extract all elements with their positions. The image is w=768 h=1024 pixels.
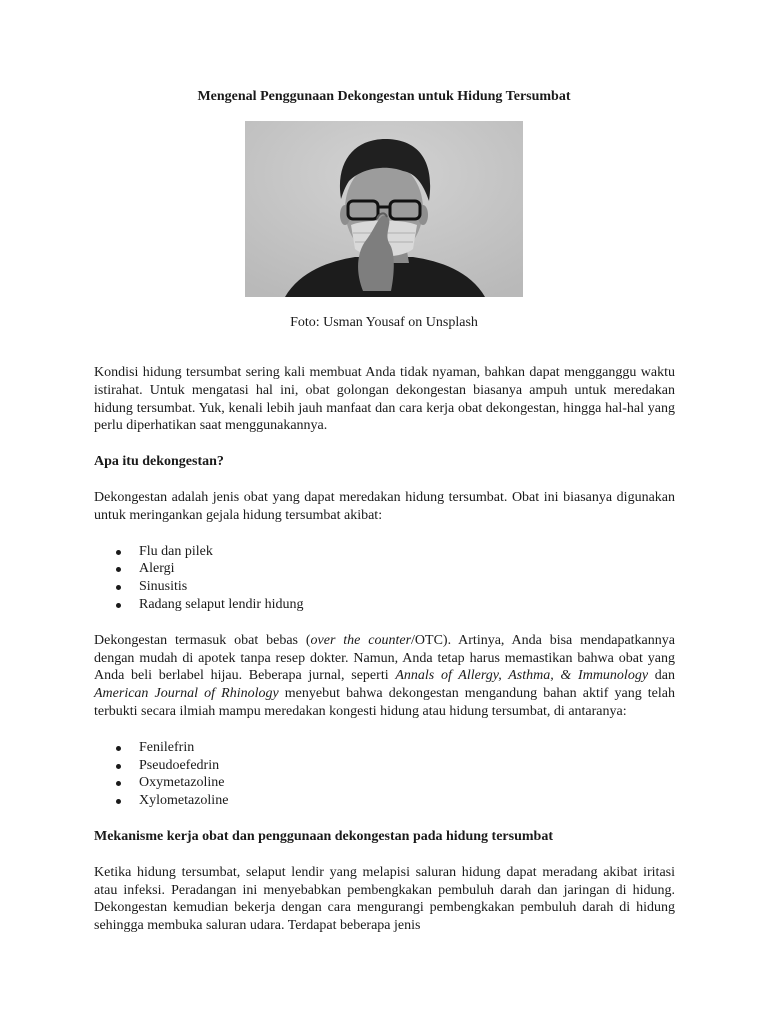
list-item: Flu dan pilek [94, 543, 675, 561]
list-item: Alergi [94, 560, 675, 578]
journal-name-2: American Journal of Rhinology [94, 686, 279, 702]
journal-name-1: Annals of Allergy, Asthma, & Immunology [395, 668, 649, 684]
list-item: Oxymetazoline [94, 774, 675, 792]
article-body [94, 364, 675, 953]
otc-term: over the counter [310, 632, 412, 648]
section-heading-mechanism: Mekanisme kerja obat dan penggunaan dekongestan pada hidung tersumbat [94, 828, 553, 844]
article-title: Mengenal Penggunaan Dekongestan untuk Hidung Tersumbat [197, 89, 571, 104]
ingredients-list [94, 739, 675, 810]
otc-text-2: /OTC). Artinya, Anda bisa mendapatkannya dengan mudah di apotek tanpa resep dokter. Namun, Anda tetap harus memastikan bahwa obat yang Anda beli berlabel hijau. Beberapa jurnal, seperti [94, 632, 675, 684]
list-item: Pseudoefedrin [94, 757, 675, 775]
intro-paragraph: Kondisi hidung tersumbat sering kali membuat Anda tidak nyaman, bahkan dapat mengganggu waktu istirahat. Untuk mengatasi hal ini, obat golongan dekongestan biasanya ampuh untuk meredakan hidung tersumbat. Yuk, kenali lebih jauh manfaat dan cara kerja obat dekongestan, hingga hal-hal yang perlu diperhatikan saat menggunakannya. [94, 365, 675, 434]
mechanism-paragraph: Ketika hidung tersumbat, selaput lendir yang melapisi saluran hidung dapat meradang akibat iritasi atau infeksi. Peradangan ini menyebabkan pembengkakan pembuluh darah dan jaringan di hidung. Dekongestan kemudian bekerja dengan cara mengurangi pembengkakan pembuluh darah di hidung sehingga membuka saluran udara. Terdapat beberapa jenis [94, 864, 675, 934]
otc-text-1: Dekongestan termasuk obat bebas ( [94, 632, 311, 648]
photo-caption: Foto: Usman Yousaf on Unsplash [290, 315, 478, 330]
conditions-list [94, 543, 675, 614]
otc-text-3: dan [648, 668, 675, 684]
article-photo [245, 121, 523, 297]
list-item: Xylometazoline [94, 792, 675, 810]
list-item: Radang selaput lendir hidung [94, 596, 675, 614]
section-heading-what-is: Apa itu dekongestan? [94, 454, 224, 470]
otc-paragraph [94, 632, 675, 721]
otc-text-4: menyebut bahwa dekongestan mengandung bahan aktif yang telah terbukti secara ilmiah mampu meredakan kongesti hidung atau hidung tersumbat, di antaranya: [94, 686, 675, 719]
definition-paragraph: Dekongestan adalah jenis obat yang dapat meredakan hidung tersumbat. Obat ini biasanya digunakan untuk meringankan gejala hidung tersumbat akibat: [94, 489, 675, 523]
list-item: Fenilefrin [94, 739, 675, 757]
man-with-mask-photo [245, 121, 523, 297]
list-item: Sinusitis [94, 578, 675, 596]
